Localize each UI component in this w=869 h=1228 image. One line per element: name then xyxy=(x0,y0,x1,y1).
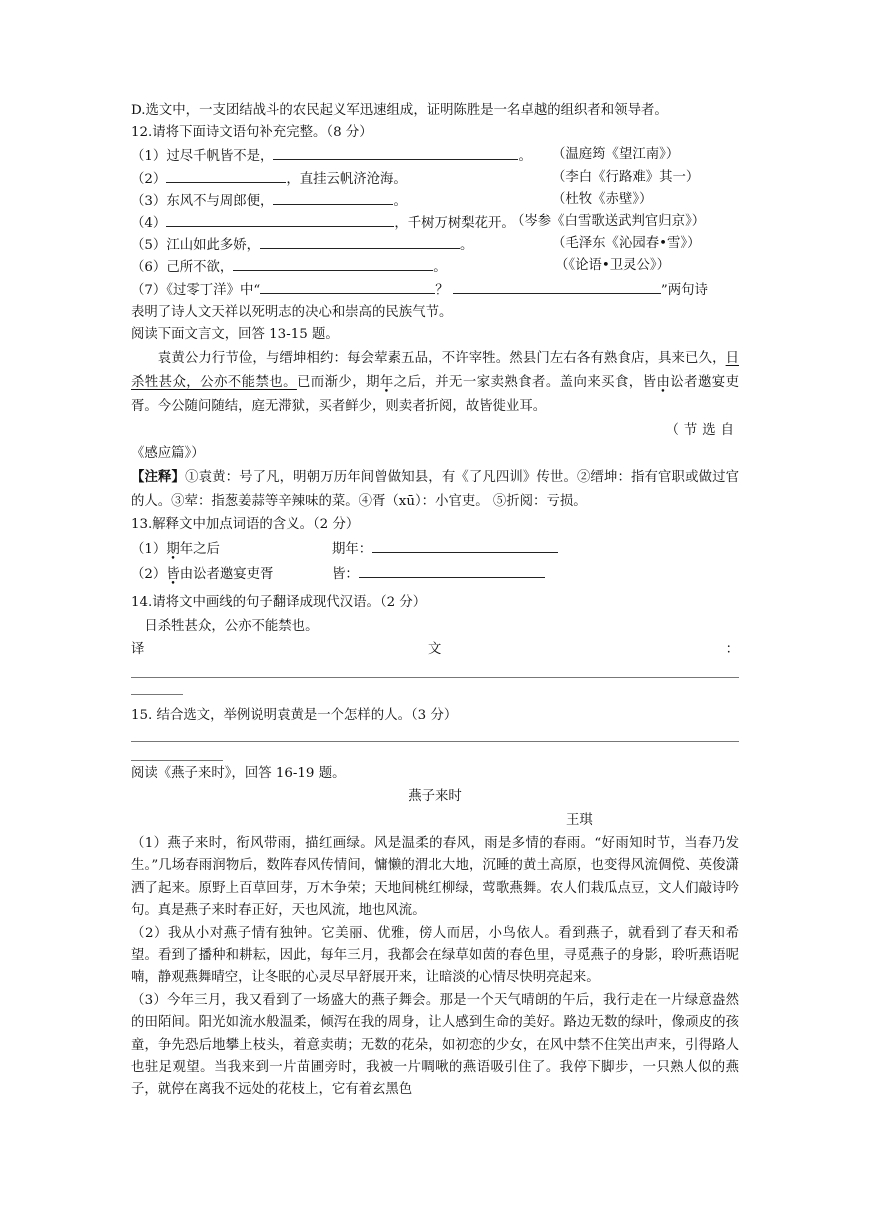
classical-passage: 袁黄公力行节俭，与缙坤相约：每会荤素五品，不许宰牲。然县门左右各有熟食店，具来已久，日杀牲甚众，公亦不能禁也。已而渐少，期年之后，并无一家卖熟食者。盖向来买食，皆由讼者邀宴吏胥。今公随问随结，庭无滞狱，买者鲜少，则卖者折阅，故皆徙业耳。 xyxy=(131,351,739,415)
q12-item: （1）过尽千帆皆不是， 。 （温庭筠《望江南》） xyxy=(131,144,739,166)
answer-blank[interactable] xyxy=(233,255,433,271)
modern-author: 王琪 xyxy=(566,812,593,828)
modern-paragraph: （2）我从小对燕子情有独钟。它美丽、优雅，傍人而居，小鸟依人。看到燕子，就看到了春天和希望。看到了播种和耕耘，因此，每年三月，我都会在绿草如茵的春色里，寻觅燕子的身影，聆听燕语呢喃，静观燕舞晴空，让冬眠的心灵尽早舒展开来，让暗淡的心情尽快明亮起来。 xyxy=(131,925,739,986)
dotted-word: 期 xyxy=(166,541,180,557)
dotted-word-jie: 皆 xyxy=(642,375,657,391)
classical-notes: 【注释】①袁黄：号了凡，明朝万历年间曾做知县，有《了凡四训》传世。②缙坤：指有官职或做过官的人。③荤：指葱姜蒜等辛辣味的菜。④胥（xū）：小官吏。 ⑤折阅：亏损。 xyxy=(131,469,740,510)
q12-item: （2） ，直挂云帆济沧海。 （李白《行路难》其一） xyxy=(131,167,739,189)
answer-blank[interactable] xyxy=(260,278,435,294)
underlined-sentence: 日杀牲甚众，公亦不能禁也。 xyxy=(131,351,739,391)
q15-title: 15. 结合选文，举例说明袁黄是一个怎样的人。（3 分） xyxy=(131,707,458,723)
modern-paragraph: （3）今年三月，我又看到了一场盛大的燕子舞会。那是一个天气晴朗的午后，我行走在一片绿意盎然的田陌间。阳光如流水般温柔，倾泻在我的周身，让人感到生命的美好。路边无数的绿叶，像顽皮的孩童，争先恐后地攀上枝头，着意卖萌；无数的花朵，如初恋的少女，在风中禁不住笑出声来，引得路人也驻足观望。当我来到一片苗圃旁时，我被一片啁啾的燕语吸引住了。我停下脚步，一只熟人似的燕子，就停在离我不远处的花枝上，它有着玄黑色 xyxy=(131,992,739,1098)
q12-item7-line2: 表明了诗人文天祥以死明志的决心和崇高的民族气节。 xyxy=(131,304,453,320)
classical-intro: 阅读下面文言文，回答 13-15 题。 xyxy=(131,326,339,342)
q14-answer-label: 译 文 ： xyxy=(131,641,739,657)
q12-item: （5）江山如此多娇， 。 （毛泽东《沁园春•雪》） xyxy=(131,233,739,255)
q14-sentence: 日杀牲甚众，公亦不能禁也。 xyxy=(144,618,319,634)
answer-blank[interactable] xyxy=(260,233,460,249)
q11-option-d: D.选文中，一支团结战斗的农民起义军迅速组成，证明陈胜是一名卓越的组织者和领导者。 xyxy=(131,103,668,118)
modern-passage xyxy=(131,833,739,1102)
q12-items xyxy=(131,144,739,277)
q12-item: （4） ，千树万树梨花开。 （岑参《白雪歌送武判官归京》） xyxy=(131,211,739,233)
dotted-word-qi: 期 xyxy=(366,375,380,391)
dotted-word: 皆 xyxy=(166,566,180,582)
q12-item7: （7）《过零丁洋》中“ ？ ”两句诗 xyxy=(131,278,739,302)
answer-blank[interactable] xyxy=(273,189,393,205)
modern-paragraph: （1）燕子来时，衔风带雨，描红画绿。风是温柔的春风，雨是多情的春雨。“好雨知时节，当春乃发生。”几场春雨润物后，数阵春风传情间，慵懒的渭北大地，沉睡的黄土高原，也变得风流倜傥、英俊潇洒了起来。原野上百草回芽，万木争荣；天地间桃红柳绿，莺歌燕舞。农人们栽瓜点豆，文人们敲诗吟句。真是燕子来时春正好，天也风流，地也风流。 xyxy=(131,835,739,919)
q12-item: （3）东风不与周郎便， 。 （杜牧《赤壁》） xyxy=(131,189,739,211)
answer-blank[interactable] xyxy=(166,167,286,183)
q12-item-source: （《论语•卫灵公》） xyxy=(555,258,671,274)
q13-item: （2）皆由讼者邀宴吏胥 皆： xyxy=(131,562,739,587)
classical-source-b: 《感应篇》） xyxy=(131,446,205,462)
answer-blank[interactable] xyxy=(359,562,545,578)
q15-answer-line[interactable] xyxy=(131,727,739,742)
modern-intro: 阅读《燕子来时》，回答 16-19 题。 xyxy=(131,765,346,781)
q12-item-source: （毛泽东《沁园春•雪》） xyxy=(552,236,701,252)
q12-item: （6）己所不欲， 。 （《论语•卫灵公》） xyxy=(131,255,739,277)
answer-blank[interactable] xyxy=(273,144,518,160)
answer-blank[interactable] xyxy=(372,537,558,553)
note-label: 【注释】 xyxy=(131,469,186,486)
q13-items xyxy=(131,537,739,587)
q14-answer-line-end[interactable] xyxy=(131,688,183,695)
q12-item-source: （杜牧《赤壁》） xyxy=(552,191,653,207)
exam-page xyxy=(131,98,739,1102)
modern-title: 燕子来时 xyxy=(408,788,462,804)
q12-title: 12.请将下面诗文语句补充完整。（8 分） xyxy=(131,125,373,141)
q12-item-source: （李白《行路难》其一） xyxy=(552,169,700,185)
q15-answer-line-end[interactable] xyxy=(131,754,223,761)
q13-item: （1）期年之后 期年： xyxy=(131,537,739,562)
classical-source-a: （节选自 xyxy=(665,423,739,439)
q14-answer-line[interactable] xyxy=(131,663,739,678)
q12-item-source: （岑参《白雪歌送武判官归京》） xyxy=(511,213,706,229)
answer-blank[interactable] xyxy=(166,211,394,227)
q12-item-source: （温庭筠《望江南》） xyxy=(552,147,680,163)
q13-title: 13.解释文中加点词语的含义。（2 分） xyxy=(131,517,360,533)
q14-title: 14.请将文中画线的句子翻译成现代汉语。（2 分） xyxy=(131,594,427,610)
answer-blank[interactable] xyxy=(453,278,661,294)
